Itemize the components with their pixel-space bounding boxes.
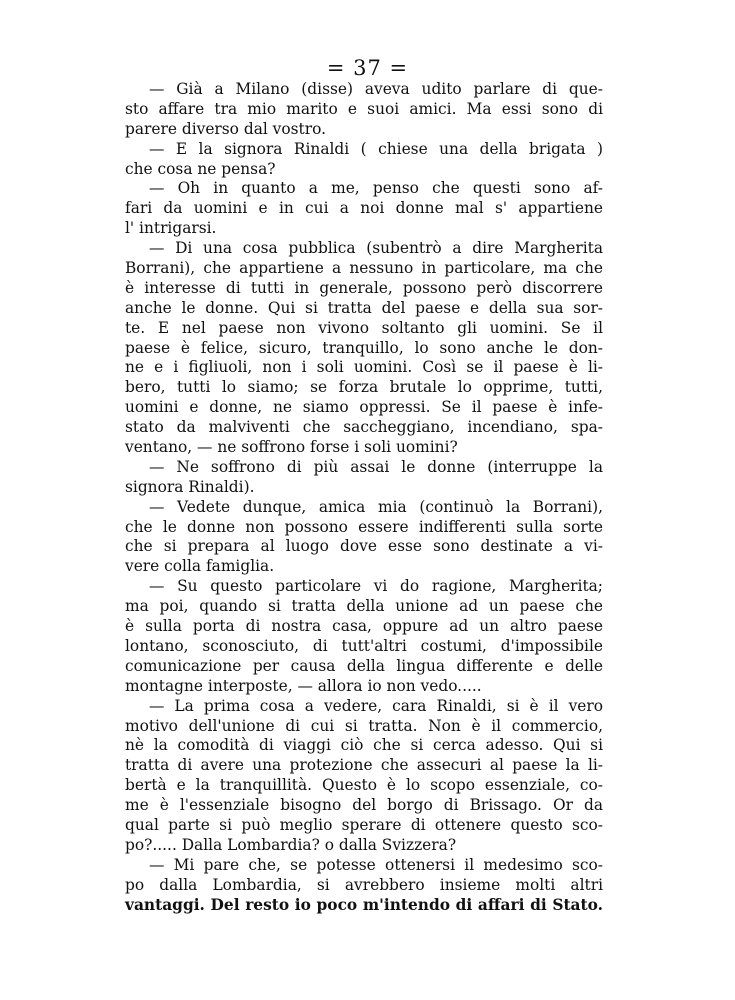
text-line: — Ne soffrono di più assai le donne (interruppe la <box>149 457 603 476</box>
text-line: paese è felice, sicuro, tranquillo, lo sono anche le don- <box>125 338 603 357</box>
text-line: Borrani), che appartiene a nessuno in particolare, ma che <box>125 259 603 278</box>
text-line: ne e i figliuoli, non i soli uomini. Così se il paese è li- <box>125 358 603 377</box>
text-line: stato da malviventi che saccheggiano, incendiano, spa- <box>125 418 603 437</box>
page-number: = 37 = <box>326 56 409 80</box>
text-line: — Oh in quanto a me, penso che questi sono af- <box>149 179 603 198</box>
text-line: tratta di avere una protezione che assecuri al paese la li- <box>125 756 603 775</box>
text-line: parere diverso dal vostro. <box>125 119 326 138</box>
text-line: vantaggi. Del resto io poco m'intendo di affari di Stato. <box>125 895 603 914</box>
text-line: montagne interposte, — allora io non vedo..... <box>125 676 482 695</box>
text-line: è sulla porta di nostra casa, oppure ad un altro paese <box>125 617 603 636</box>
text-line: sto affare tra mio marito e suoi amici. Ma essi sono di <box>125 99 603 118</box>
text-line: è interesse di tutti in generale, possono però discorrere <box>125 278 603 297</box>
text-line: che cosa ne pensa? <box>125 159 276 178</box>
text-line: l' intrigarsi. <box>125 219 217 238</box>
text-line: ma poi, quando si tratta della unione ad un paese che <box>125 597 603 616</box>
text-line: ventano, — ne soffrono forse i soli uomini? <box>125 438 458 457</box>
text-line: po dalla Lombardia, si avrebbero insieme molti altri <box>125 875 603 894</box>
body-text <box>125 80 603 915</box>
text-line: — Vedete dunque, amica mia (continuò la Borrani), <box>149 497 603 516</box>
text-line: uomini e donne, ne siamo oppressi. Se il paese è infe- <box>125 398 603 417</box>
text-line: — E la signora Rinaldi ( chiese una della brigata ) <box>149 139 603 158</box>
text-line: fari da uomini e in cui a noi donne mal s' appartiene <box>125 199 603 218</box>
text-line: bertà e la tranquillità. Questo è lo scopo essenziale, co- <box>125 776 603 795</box>
text-line: che le donne non possono essere indifferenti sulla sorte <box>125 517 603 536</box>
text-line: vere colla famiglia. <box>125 557 275 576</box>
text-line: nè la comodità di viaggi ciò che si cerca adesso. Qui si <box>125 736 603 755</box>
text-line: po?..... Dalla Lombardia? o dalla Svizzera? <box>125 835 457 854</box>
text-line: — Mi pare che, se potesse ottenersi il medesimo sco- <box>149 855 603 874</box>
text-line: signora Rinaldi). <box>125 477 255 496</box>
text-line: te. E nel paese non vivono soltanto gli uomini. Se il <box>125 318 603 337</box>
text-line: anche le donne. Qui si tratta del paese e della sua sor- <box>125 298 603 317</box>
text-line: me è l'essenziale bisogno del borgo di Brissago. Or da <box>125 796 603 815</box>
text-line: qual parte si può meglio sperare di ottenere questo sco- <box>125 815 603 834</box>
text-line: comunicazione per causa della lingua differente e delle <box>125 656 603 675</box>
text-line: — Di una cosa pubblica (subentrò a dire Margherita <box>149 239 603 258</box>
text-line: motivo dell'unione di cui si tratta. Non è il commercio, <box>125 716 603 735</box>
text-line: che si prepara al luogo dove esse sono destinate a vi- <box>125 537 603 556</box>
text-line: lontano, sconosciuto, di tutt'altri costumi, d'impossibile <box>125 636 603 655</box>
text-line: — La prima cosa a vedere, cara Rinaldi, si è il vero <box>149 696 603 715</box>
text-line: bero, tutti lo siamo; se forza brutale lo opprime, tutti, <box>125 378 603 397</box>
text-line: — Già a Milano (disse) aveva udito parlare di que- <box>149 80 603 98</box>
text-line: — Su questo particolare vi do ragione, Margherita; <box>149 577 603 596</box>
